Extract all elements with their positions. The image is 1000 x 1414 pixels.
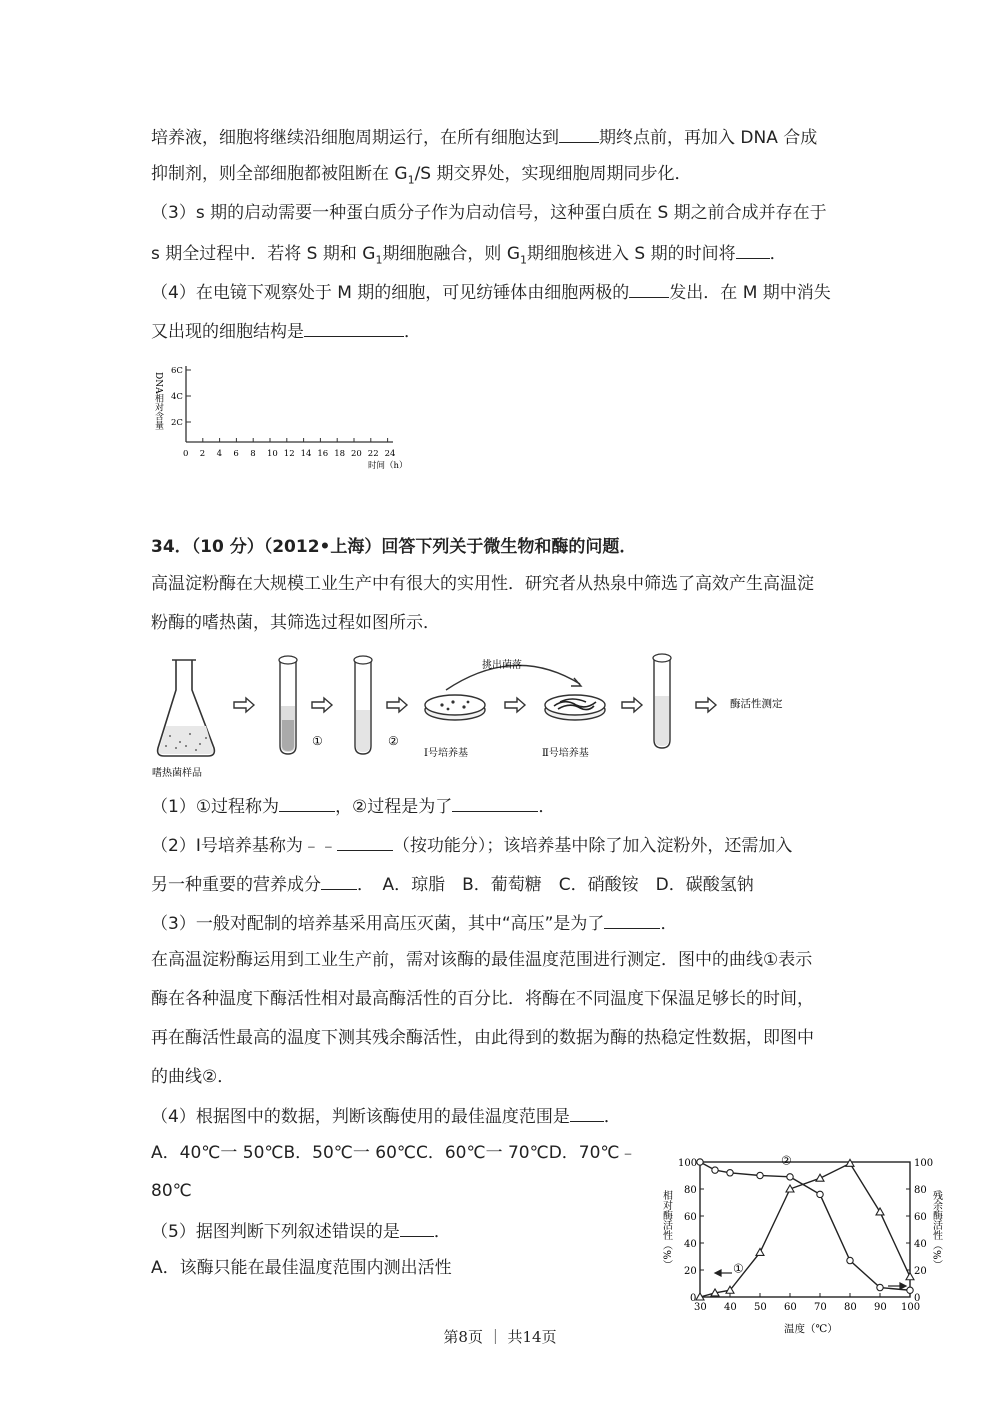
text: （5）据图判断下列叙述错误的是 — [151, 1222, 400, 1242]
answer-blank[interactable] — [559, 124, 599, 143]
text: （按功能分）；该培养基中除了加入淀粉外，还需加入 — [392, 836, 793, 856]
data-point-circle — [847, 1257, 853, 1263]
plate-1-label: Ⅰ号培养基 — [424, 748, 468, 759]
text: ，②过程是为了 — [335, 797, 453, 817]
x-tick-label: 6 — [233, 449, 239, 459]
q34-title: 34．（10 分）（2012•上海）回答下列关于微生物和酶的问题． — [151, 537, 637, 557]
data-point-circle — [757, 1172, 763, 1178]
data-point-circle — [907, 1287, 913, 1293]
x-tick-label: 14 — [300, 449, 312, 459]
q34-para-5: 再在酶活性最高的温度下测其残余酶活性，由此得到的数据为酶的热稳定性数据，即图中 — [151, 1028, 814, 1048]
series-line — [700, 1163, 910, 1297]
x-tick-label: 90 — [874, 1302, 887, 1313]
y-tick-label: 4C — [171, 392, 183, 402]
q33-line-1 — [151, 124, 817, 150]
text: 期终点前，再加入 DNA 合成 — [599, 128, 818, 148]
text: ． — [404, 322, 421, 342]
y-tick-label-left: 60 — [684, 1212, 697, 1223]
y-tick-label-right: 60 — [914, 1212, 927, 1223]
enzyme-temperature-chart — [660, 1150, 950, 1340]
x-axis-label: 温度（℃） — [784, 1323, 838, 1335]
text: （1）①过程称为 — [151, 797, 280, 817]
text: ． A．琼脂 B．葡萄糖 C．硝酸铵 D．碳酸氢钠 — [357, 875, 754, 895]
q34-para-2: 粉酶的嗜热菌，其筛选过程如图所示． — [151, 613, 440, 633]
petri-dish-icon — [545, 695, 605, 720]
q34-sub-5 — [151, 1218, 451, 1244]
y-tick-label-left: 0 — [690, 1293, 697, 1304]
text: 发出．在 M 期中消失 — [669, 283, 831, 303]
dna-y-label: DNA相对含量 — [153, 372, 163, 430]
x-tick-label: 18 — [334, 449, 346, 459]
y-tick-label-left: 80 — [684, 1185, 697, 1196]
q33-line-4 — [151, 240, 787, 272]
series-line — [700, 1162, 910, 1290]
right-axis-label: 残余酶活性（%） — [930, 1190, 942, 1270]
text: 培养液，细胞将继续沿细胞周期运行，在所有细胞达到 — [151, 128, 559, 148]
x-tick-label: 0 — [183, 449, 189, 459]
text: （4）在电镜下观察处于 M 期的细胞，可见纺锤体由细胞两极的 — [151, 283, 630, 303]
q34-sub-5-option-a: A．该酶只能在最佳温度范围内测出活性 — [151, 1258, 452, 1278]
x-tick-label: 50 — [754, 1302, 767, 1313]
dna-x-label: 时间（h） — [368, 461, 408, 471]
y-tick-label-left: 100 — [678, 1158, 698, 1169]
data-point-circle — [877, 1284, 883, 1290]
test-tube-icon — [653, 654, 671, 748]
series-2-label: ② — [781, 1153, 792, 1168]
data-point-triangle — [846, 1159, 854, 1166]
answer-blank[interactable] — [304, 318, 404, 337]
text: ． — [538, 797, 556, 817]
subscript: 1 — [520, 253, 528, 267]
q34-sub-3 — [151, 910, 677, 936]
q34-sub-4-options-cont: 80℃ — [151, 1181, 192, 1201]
test-tube-icon — [354, 656, 372, 754]
data-point-circle — [817, 1191, 823, 1197]
x-tick-label: 70 — [814, 1302, 827, 1313]
x-tick-label: 12 — [283, 449, 295, 459]
test-tube-icon — [279, 656, 297, 754]
series-lines — [696, 1159, 914, 1300]
dna-content-axes — [148, 362, 408, 474]
text: s 期全过程中．若将 S 期和 G — [151, 244, 376, 264]
x-tick-label: 30 — [694, 1302, 707, 1313]
text: 期细胞核进入 S 期的时间将 — [527, 244, 736, 264]
data-point-triangle — [876, 1208, 884, 1215]
answer-blank[interactable] — [400, 1218, 434, 1237]
step-1-label: ① — [312, 734, 323, 748]
plot-frame — [700, 1162, 910, 1297]
data-point-circle — [697, 1159, 703, 1165]
data-point-circle — [712, 1167, 718, 1173]
answer-blank[interactable] — [570, 1103, 604, 1122]
x-tick-label: 2 — [199, 449, 206, 459]
answer-blank[interactable] — [321, 871, 357, 890]
q34-para-4: 酶在各种温度下酶活性相对最高酶活性的百分比．将酶在不同温度下保温足够长的时间， — [151, 989, 814, 1009]
x-tick-label: 80 — [844, 1302, 857, 1313]
x-tick-label: 10 — [267, 449, 278, 459]
x-tick-label: 20 — [351, 449, 362, 459]
answer-blank[interactable] — [337, 832, 393, 851]
text: ． — [433, 1222, 451, 1242]
q34-para-6: 的曲线②． — [151, 1067, 235, 1087]
data-point-triangle — [816, 1174, 824, 1181]
y-tick-label-right: 20 — [914, 1266, 927, 1277]
q34-sub-4 — [151, 1103, 621, 1129]
answer-blank[interactable] — [279, 793, 335, 812]
x-tick-label: 100 — [901, 1302, 921, 1313]
q34-para-3: 在高温淀粉酶运用到工业生产前，需对该酶的最佳温度范围进行测定．图中的曲线①表示 — [151, 950, 813, 970]
text: ． — [660, 914, 678, 934]
subscript: 1 — [407, 173, 415, 187]
page-footer: 第8页 ｜ 共14页 — [443, 1328, 557, 1346]
y-tick-label-right: 80 — [914, 1185, 927, 1196]
subscript: 1 — [375, 253, 383, 267]
y-tick-label: 6C — [171, 366, 183, 376]
x-tick-label: 4 — [216, 449, 223, 459]
plate-2-label: Ⅱ号培养基 — [542, 748, 589, 759]
y-tick-label: 2C — [171, 418, 183, 428]
text: （4）根据图中的数据，判断该酶使用的最佳温度范围是 — [151, 1107, 570, 1127]
data-point-triangle — [906, 1273, 914, 1280]
step-2-label: ② — [388, 734, 399, 748]
petri-dish-icon — [425, 695, 485, 720]
x-tick-label: 60 — [784, 1302, 797, 1313]
q34-sub-1 — [151, 793, 555, 819]
series-1-label: ① — [733, 1261, 744, 1276]
q34-sub-2 — [151, 832, 792, 858]
x-tick-label: 8 — [250, 449, 256, 459]
q33-line-6 — [151, 318, 421, 344]
answer-blank[interactable] — [629, 279, 669, 298]
data-point-circle — [727, 1170, 733, 1176]
q33-line-3: （3）s 期的启动需要一种蛋白质分子作为启动信号，这种蛋白质在 S 期之前合成并存在于 — [151, 203, 827, 223]
y-tick-label-right: 40 — [914, 1239, 927, 1250]
answer-blank[interactable] — [604, 910, 660, 929]
pick-colony-label: 挑出菌落 — [482, 660, 522, 671]
flask-icon — [158, 660, 215, 756]
data-point-circle — [787, 1174, 793, 1180]
x-tick-label: 24 — [384, 449, 396, 459]
q34-para-1: 高温淀粉酶在大规模工业生产中有很大的实用性．研究者从热泉中筛选了高效产生高温淀 — [151, 574, 814, 594]
y-tick-label-right: 100 — [914, 1158, 934, 1169]
y-tick-label-right: 0 — [914, 1293, 921, 1304]
x-tick-label: 40 — [724, 1302, 737, 1313]
y-tick-label-left: 20 — [684, 1266, 697, 1277]
y-tick-label-left: 40 — [684, 1239, 697, 1250]
q34-sub-4-options: A．40℃一 50℃B．50℃一 60℃C．60℃一 70℃D．70℃﹣ — [151, 1143, 637, 1163]
enzyme-activity-test-label: 酶活性测定 — [730, 698, 783, 710]
text: （2）Ⅰ号培养基称为﹣﹣ — [151, 836, 337, 856]
text: 另一种重要的营养成分 — [151, 875, 321, 895]
dna-y-ticks — [171, 366, 191, 428]
q33-line-2 — [151, 162, 692, 192]
q33-line-5 — [151, 279, 831, 305]
x-tick-label: 22 — [367, 449, 379, 459]
answer-blank[interactable] — [452, 793, 538, 812]
screening-process-figure — [150, 650, 830, 785]
text: 又出现的细胞结构是 — [151, 322, 304, 342]
left-axis-label: 相对酶活性（%） — [660, 1190, 672, 1270]
x-tick-label: 16 — [317, 449, 329, 459]
text: ． — [769, 244, 787, 264]
dna-x-ticks — [183, 438, 395, 459]
text: ． — [603, 1107, 621, 1127]
text: /S 期交界处，实现细胞周期同步化． — [414, 164, 692, 184]
q34-sub-2-cont — [151, 871, 754, 897]
answer-blank[interactable] — [736, 240, 770, 259]
data-point-triangle — [756, 1248, 764, 1255]
axis-ticks — [678, 1158, 933, 1313]
sample-label: 嗜热菌样品 — [152, 768, 202, 779]
text: 抑制剂，则全部细胞都被阻断在 G — [151, 164, 408, 184]
text: （3）一般对配制的培养基采用高压灭菌，其中“高压”是为了 — [151, 914, 605, 934]
text: 期细胞融合，则 G — [382, 244, 521, 264]
